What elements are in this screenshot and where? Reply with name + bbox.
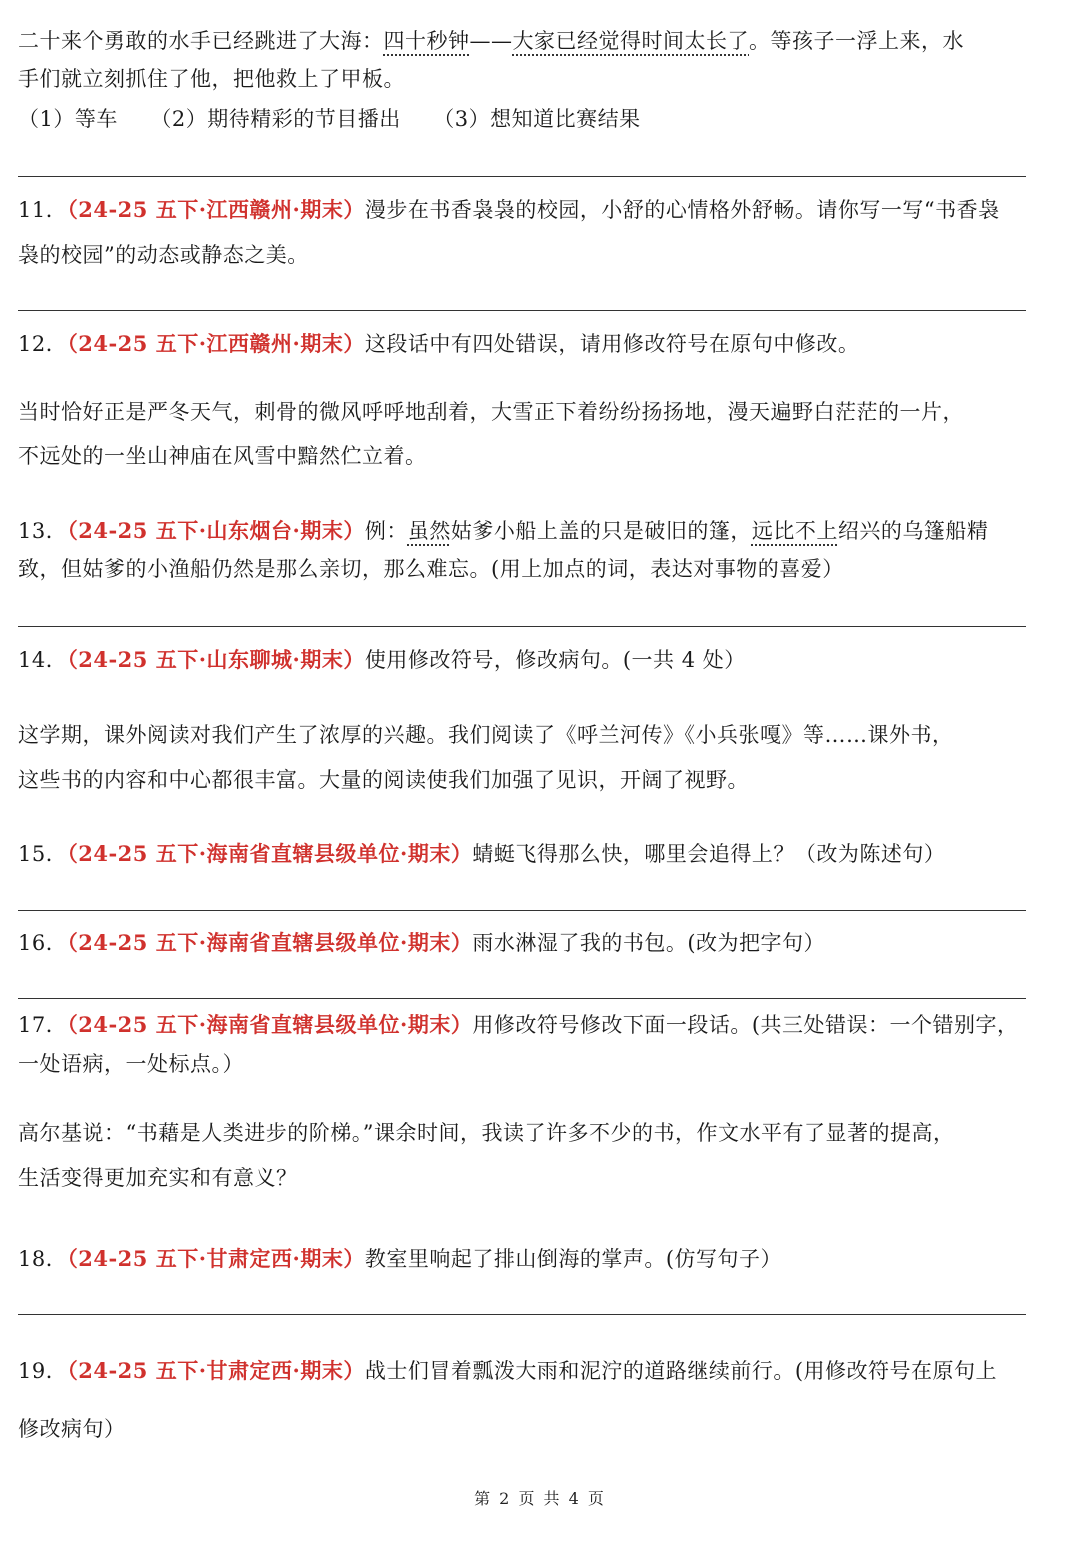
question-15 [18,839,1030,869]
question-number: 19． [18,1359,68,1383]
question-source: （24-25 五下·山东聊城·期末） [67,647,365,672]
answer-line [18,310,1026,311]
passage-line: 高尔基说：“书藉是人类进步的阶梯。”课余时间，我读了许多不少的书，作文水平有了显著的提高， [18,1121,955,1145]
question-text: 教室里响起了排山倒海的掌声。(仿写句子） [364,1247,783,1271]
question-19 [18,1356,1030,1386]
dotted-phrase: 四十秒钟 [383,29,470,53]
question-text: 例： [364,519,408,543]
dash: —— [469,29,513,53]
dotted-word: 远比不上 [751,519,838,543]
question-number: 13． [18,519,68,543]
question-text: 使用修改符号，修改病句。(一共 4 处） [364,648,746,672]
passage-line: 这些书的内容和中心都很丰富。大量的阅读使我们加强了见识，开阔了视野。 [18,768,749,792]
question-source: （24-25 五下·海南省直辖县级单位·期末） [67,930,473,955]
question-17-line-2: 一处语病，一处标点。） [18,1052,244,1076]
question-16 [18,928,1030,958]
answer-line [18,998,1026,999]
question-source: （24-25 五下·山东烟台·期末） [67,518,365,543]
page-footer: 第 2 页 共 4 页 [474,1489,606,1508]
passage-line: 不远处的一坐山神庙在风雪中黯然伫立着。 [18,444,427,468]
question-number: 16． [18,931,68,955]
question-number: 11． [18,198,68,222]
intro-text: 二十来个勇敢的水手已经跳进了大海： [18,29,384,53]
answer-line [18,1314,1026,1315]
question-number: 15． [18,842,68,866]
answer-line [18,910,1026,911]
passage-line: 当时恰好正是严冬天气，刺骨的微风呼呼地刮着，大雪正下着纷纷扬扬地，漫天遍野白茫茫的一片， [18,400,964,424]
question-source: （24-25 五下·江西赣州·期末） [67,331,365,356]
intro-line-1 [18,26,1030,56]
dotted-word: 虽然 [407,519,451,543]
answer-line [18,176,1026,177]
question-source: （24-25 五下·甘肃定西·期末） [67,1358,365,1383]
question-11 [18,195,1030,225]
intro-text: 。等孩子一浮上来，水 [749,29,964,53]
question-number: 18． [18,1247,68,1271]
question-number: 17． [18,1013,68,1037]
question-11-line-2: 袅的校园”的动态或静态之美。 [18,243,309,267]
answer-line [18,626,1026,627]
question-17 [18,1010,1030,1040]
question-13-line-2: 致，但姑爹的小渔船仍然是那么亲切，那么难忘。(用上加点的词，表达对事物的喜爱） [18,557,844,581]
question-number: 12． [18,332,68,356]
question-text: 雨水淋湿了我的书包。(改为把字句） [472,931,826,955]
question-12 [18,329,1030,359]
question-text: 姑爹小船上盖的只是破旧的篷， [450,519,752,543]
question-text: 蜻蜓飞得那么快，哪里会追得上？（改为陈述句） [472,842,946,866]
question-text: 用修改符号修改下面一段话。(共三处错误：一个错别字， [472,1013,1019,1037]
question-text: 绍兴的乌篷船精 [837,519,989,543]
question-text: 战士们冒着瓢泼大雨和泥泞的道路继续前行。(用修改符号在原句上 [364,1359,998,1383]
question-source: （24-25 五下·江西赣州·期末） [67,197,365,222]
question-text: 漫步在书香袅袅的校园，小舒的心情格外舒畅。请你写一写“书香袅 [364,198,1000,222]
intro-line-2: 手们就立刻抓住了他，把他救上了甲板。 [18,67,405,91]
dotted-phrase: 大家已经觉得时间太长了 [512,29,749,53]
question-source: （24-25 五下·甘肃定西·期末） [67,1246,365,1271]
passage-line: 生活变得更加充实和有意义？ [18,1166,298,1190]
question-source: （24-25 五下·海南省直辖县级单位·期末） [67,841,473,866]
question-13 [18,516,1030,546]
question-19-line-2: 修改病句） [18,1417,126,1441]
question-text: 这段话中有四处错误，请用修改符号在原句中修改。 [364,332,860,356]
question-source: （24-25 五下·海南省直辖县级单位·期末） [67,1012,473,1037]
question-18 [18,1244,1030,1274]
passage-line: 这学期，课外阅读对我们产生了浓厚的兴趣。我们阅读了《呼兰河传》《小兵张嘎》等……课外书， [18,723,954,747]
intro-options: （1）等车 （2）期待精彩的节目播出 （3）想知道比赛结果 [18,107,641,131]
question-number: 14． [18,648,68,672]
question-14 [18,645,1030,675]
